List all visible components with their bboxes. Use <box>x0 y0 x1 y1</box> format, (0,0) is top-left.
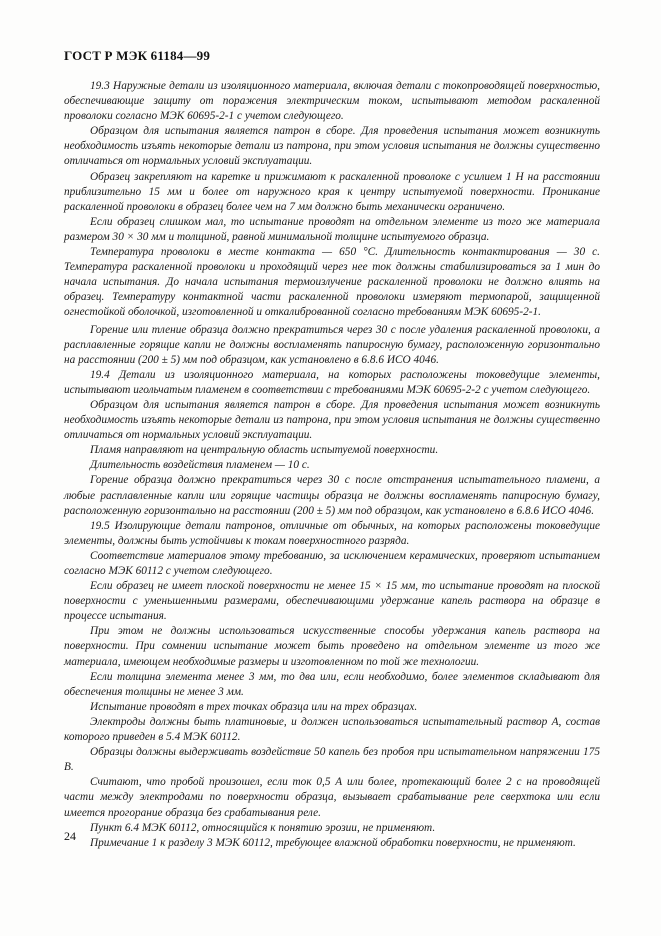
paragraph: Если образец не имеет плоской поверхности не менее 15 × 15 мм, то испытание проводят на плоской поверхности с уменьшенными размерами, обеспечивающими удержание капель раствора на образце в процессе испытания. <box>64 580 600 623</box>
paragraph: Испытание проводят в трех точках образца или на трех образцах. <box>90 700 418 713</box>
paragraph: Длительность воздействия пламенем — 10 с. <box>90 459 310 472</box>
paragraph: Образцы должны выдерживать воздействие 50 капель без пробоя при испытательном напряжении 175 В. <box>64 746 600 774</box>
paragraph: Образцом для испытания является патрон в сборе. Для проведения испытания может возникнуть необходимость изъять некоторые детали из патрона, при этом условия испытания не должны существенно отличаться от нормальных условий эксплуатации. <box>64 125 600 168</box>
paragraph: Пункт 6.4 МЭК 60112, относящийся к понятию эрозии, не применяют. <box>90 821 436 834</box>
paragraph: Образцом для испытания является патрон в сборе. Для проведения испытания может возникнуть необходимость изъять некоторые детали из патрона, при этом условия испытания не должны существенно отличаться от нормальных условий эксплуатации. <box>64 398 600 442</box>
paragraph: Если толщина элемента менее 3 мм, то два или, если необходимо, более элементов складывают для обеспечения толщины не менее 3 мм. <box>64 670 600 698</box>
page-number: 24 <box>64 829 76 843</box>
paragraph: Температура проволоки в месте контакта — 650 °С. Длительность контактирования — 30 с. Температура раскаленной проволоки и проходящий через нее ток должны стабилизироваться за 1 мин до начала испытания. До начала испытания термоизлучение раскаленной проволоки не должно влиять на образец. Температуру контактной части раскаленной проволоки измеряют термопарой, защищенной огнестойкой оболочкой, изготовленной и откалиброванной согласно требованиям МЭК 60695-2-1. <box>64 246 600 319</box>
paragraph: 19.4 Детали из изоляционного материала, на которых расположены токоведущие элементы, испытывают игольчатым пламенем в соответствии с требованиями МЭК 60695-2-2 с учетом следующего. <box>64 368 600 396</box>
paragraph: Горение образца должно прекратиться через 30 с после отстранения испытательного пламени, а любые расплавленные капли или горящие частицы образца не должны воспламенять папиросную бумагу, расположенную горизонтально на расстоянии (200 ± 5) мм под образцом, как установлено в 6.8.6 ИСО 4046. <box>64 474 600 517</box>
paragraph: Образец закрепляют на каретке и прижимают к раскаленной проволоке с усилием 1 Н на расстоянии приблизительно 15 мм и более от наружного края к центру испытуемой поверхности. Проникание раскаленной проволоки в образец более чем на 7 мм должно быть механически ограничено. <box>64 170 600 213</box>
document-header: ГОСТ Р МЭК 61184—99 <box>64 48 211 63</box>
paragraph: Считают, что пробой произошел, если ток 0,5 А или более, протекающий более 2 с на проводящей части между электродами по поверхности образца, вызывает срабатывание реле сверхтока или если имеется прогорание образца без срабатывания реле. <box>64 776 600 819</box>
paragraph: При этом не должны использоваться искусственные способы удержания капель раствора на поверхности. При сомнении испытание может быть проведено на отдельном элементе из того же материала, имеющем необходимые размеры и изготовленном по той же технологии. <box>64 625 600 668</box>
paragraph: Примечание 1 к разделу 3 МЭК 60112, требующее влажной обработки поверхности, не применяют. <box>90 836 576 849</box>
paragraph: 19.5 Изолирующие детали патронов, отличные от обычных, на которых расположены токоведущие элементы, должны быть устойчивы к токам поверхностного разряда. <box>64 519 600 547</box>
paragraph: Пламя направляют на центральную область испытуемой поверхности. <box>90 444 439 457</box>
paragraph: Соответствие материалов этому требованию, за исключением керамических, проверяют испытанием согласно МЭК 60112 с учетом следующего. <box>64 549 600 577</box>
paragraph: 19.3 Наружные детали из изоляционного материала, включая детали с токопроводящей поверхностью, обеспечивающие защиту от поражения электрическим током, испытывают методом раскаленной проволоки согласно МЭК 60695-2-1 с учетом следующего. <box>64 80 600 123</box>
paragraph: Электроды должны быть платиновые, и должен использоваться испытательный раствор А, состав которого приведен в 5.4 МЭК 60112. <box>64 715 600 744</box>
paragraph: Горение или тление образца должно прекратиться через 30 с после удаления раскаленной проволоки, а расплавленные горящие капли не должны воспламенять папиросную бумагу, расположенную горизонтально на расстоянии (200 ± 5) мм под образцом, как установлено в 6.8.6 ИСО 4046. <box>64 323 600 366</box>
paragraph: Если образец слишком мал, то испытание проводят на отдельном элементе из того же материала размером 30 × 30 мм и толщиной, равной минимальной толщине испытуемого образца. <box>64 215 600 243</box>
document-body <box>64 79 600 851</box>
